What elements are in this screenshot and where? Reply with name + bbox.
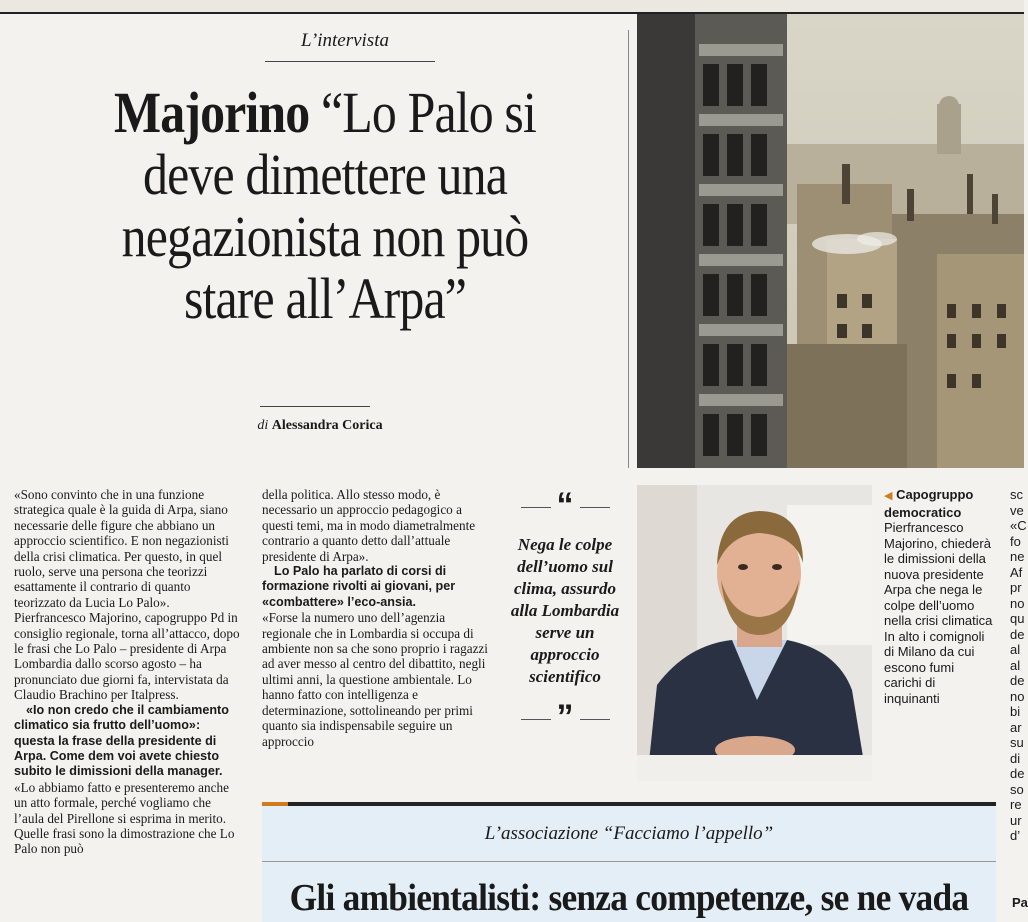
photo-caption <box>884 487 994 706</box>
related-kicker: L’associazione “Facciamo l’appello” <box>484 823 774 844</box>
column-divider <box>628 30 629 468</box>
byline-prefix: di <box>257 418 269 433</box>
article-kicker: L’intervista <box>301 30 389 51</box>
kicker-rule <box>265 61 435 62</box>
byline-author: Alessandra Corica <box>271 418 383 433</box>
byline <box>210 418 430 434</box>
milan-rooftops-photo <box>637 14 1024 468</box>
paragraph: «Forse la numero uno dell’agenzia regionale che in Lombardia si occupa di ambiente non sa che sono proprio i ragazzi ad aver messo al centro del dibattito, negli ultimi anni, la questione ambientale. Lo hanno fatto con intelligenza e determinazione, sottolineando per primi quanto sia indispensabile seguire un approccio <box>262 610 488 749</box>
paragraph: «Lo abbiamo fatto e presenteremo anche un atto formale, perché vogliamo che l’aula del Pirellone si esprima in merito. Quelle frasi sono la dimostrazione che Lo Palo non può <box>14 779 235 857</box>
byline-rule <box>260 406 370 407</box>
headline-quote: “Lo Palo si deve dimettere una negazionista non può stare all’Arpa” <box>121 80 536 331</box>
related-rule <box>262 861 996 862</box>
caption-text: Pierfrancesco Majorino, chiederà le dimissioni della nuova presidente Arpa che nega le colpe dell’uomo nella crisi climatica In alto i comignoli di Milano da cui escono fumi carichi di inquinanti <box>884 520 993 706</box>
pull-quote-text: Nega le colpe dell’uomo sul clima, assurdo alla Lombardia serve un approccio scientifico <box>510 535 620 686</box>
text-column-2 <box>262 487 496 749</box>
pull-quote <box>503 486 627 736</box>
question: «Io non credo che il cambiamento climatico sia frutto dell’uomo»: questa la frase della presidente di Arpa. Come dem voi avete chiesto subito le dimissioni della manager. <box>14 702 229 779</box>
quote-open-mark: “ <box>503 490 627 520</box>
text-column-1 <box>14 487 244 857</box>
paragraph: della politica. Allo stesso modo, è necessario un approccio pedagogico a questi temi, ma in modo diametralmente contrario a quanto detto dall’attuale presidente di Arpa». <box>262 487 476 564</box>
adjacent-column-fragment: sc ve «C fo ne Af pr no qu de al al de no bi ar su di de so re ur d’ <box>1010 487 1027 843</box>
headline-name: Majorino <box>114 80 310 145</box>
top-bar <box>0 0 1024 14</box>
article-headline <box>71 82 578 330</box>
majorino-portrait-photo <box>637 485 872 781</box>
quote-close-mark: ” <box>503 702 627 732</box>
caption-arrow-icon: ◀ <box>884 490 893 502</box>
caption-title: ◀ Capogruppo democratico <box>884 487 974 520</box>
paragraph: «Sono convinto che in una funzione strategica quale è la guida di Arpa, siano necessarie delle figure che abbiano un approccio scientifico. E non negazionisti della crisi climatica. Per questo, in quel ruolo, serve una persona che teorizzi esattamente il contrario di quanto teorizzato da Lucia Lo Palo». Pierfrancesco Majorino, capogruppo Pd in consiglio regionale, torna all’attacco, dopo le frasi che Lo Palo – presidente di Arpa Lombardia dallo scorso agosto – ha pronunciato due giorni fa, intervistata da Claudio Brachino per Italpress. <box>14 487 240 703</box>
related-headline: Gli ambientalisti: senza competenze, se ne vada <box>289 877 969 919</box>
accent-bar <box>262 802 288 806</box>
question: Lo Palo ha parlato di corsi di formazione rivolti ai giovani, per «combattere» l’eco-ansia. <box>262 564 456 609</box>
adjacent-fragment: Pa <box>1012 895 1028 910</box>
